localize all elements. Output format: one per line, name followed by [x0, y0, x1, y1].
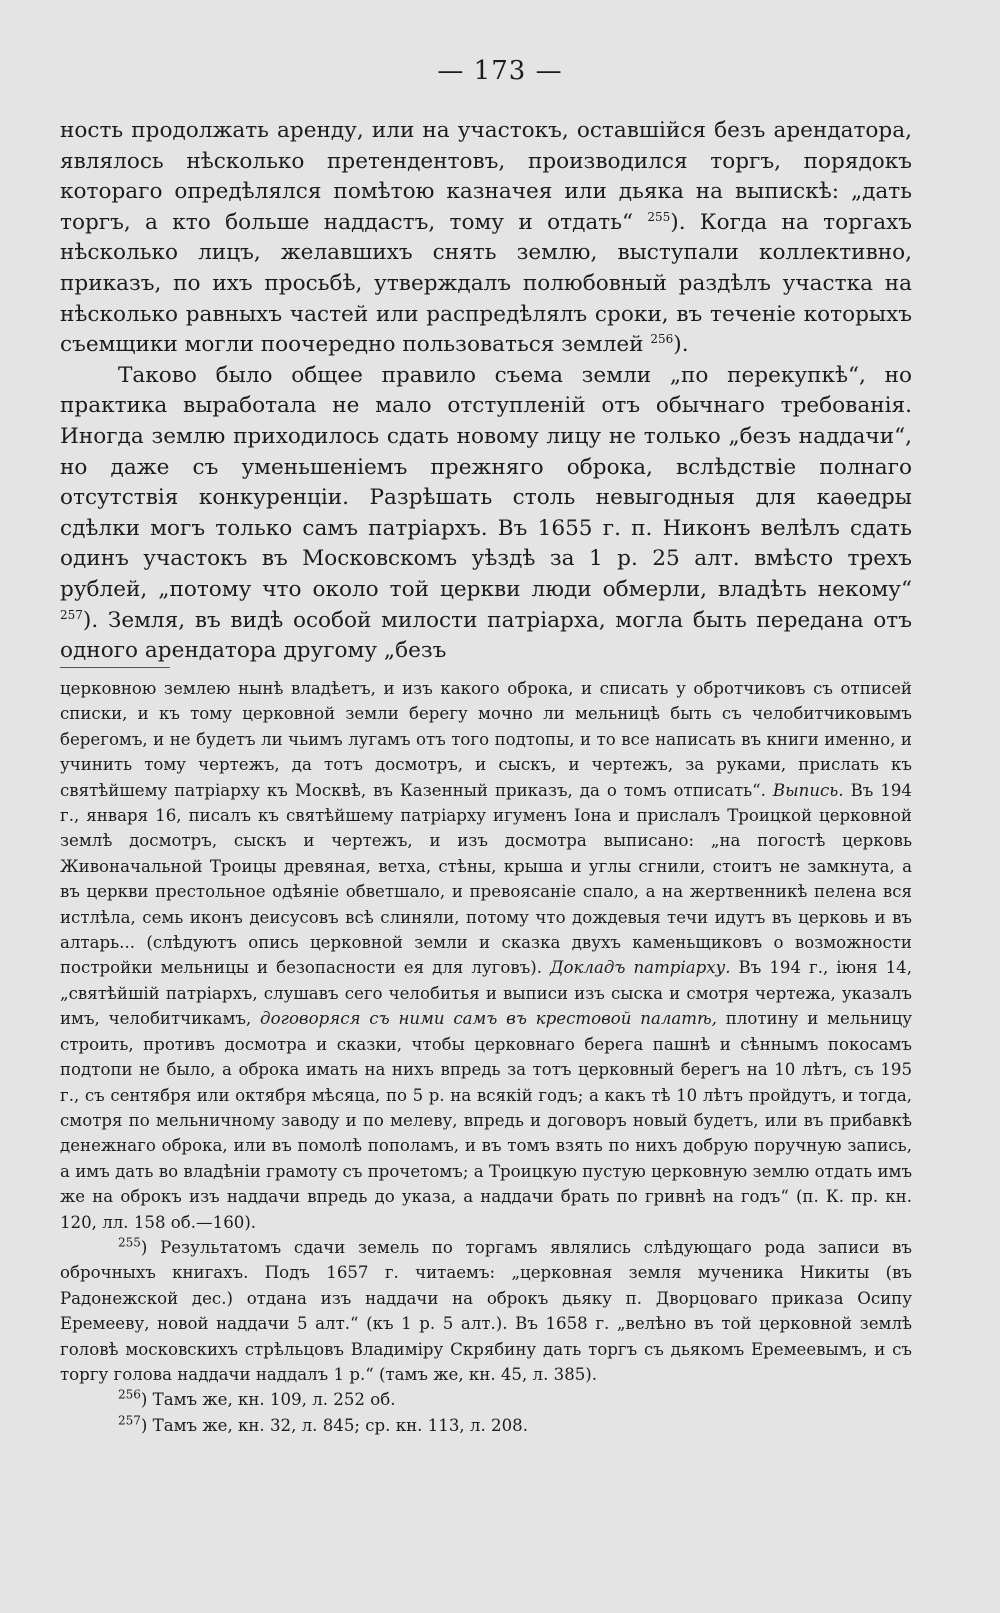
- footnote-continuation: [60, 676, 912, 1235]
- footnote-257-text: ) Тамъ же, кн. 32, л. 845; ср. кн. 113, л. 208.: [140, 1415, 528, 1435]
- paragraph-2-part-b: ). Земля, въ видѣ особой милости патріарха, могла быть передана отъ одного арендатора другому „безъ: [60, 607, 912, 664]
- footnotes: [60, 676, 912, 1438]
- paragraph-2-part-a: Таково было общее правило съема земли „по перекупкѣ“, но практика выработала не мало отступленій отъ обычнаго требованія. Иногда землю приходилось сдать новому лицу не только „безъ наддачи“, но даже съ уменьшеніемъ прежняго оброка, вслѣдствіе полнаго отсутствія конкуренціи. Разрѣшать столь невыгодныя для каѳедры сдѣлки могъ только самъ патріархъ. Въ 1655 г. п. Никонъ велѣлъ сдать одинъ участокъ въ Московскомъ уѣздѣ за 1 р. 25 алт. вмѣсто трехъ рублей, „потому что около той церкви люди обмерли, владѣть некому“: [60, 362, 912, 602]
- footnote-256-number: 256: [118, 1387, 141, 1402]
- note-cont-2: Въ 194 г., января 16, писалъ къ святѣйшему патріарху игуменъ Іона и прислалъ Троицкой церковной землѣ досмотръ, сыскъ и чертежъ, и изъ досмотра выписано: „на погостѣ церковь Живоначальной Троицы древяная, ветха, стѣны, крыша и углы сгнили, стоитъ не замкнута, а въ церкви престольное одѣяніе обветшало, и превоясаніе спало, а на жертвенникѣ пелена вся истлѣла, семь иконъ деисусовъ всѣ слиняли, потому что дождевыя течи идутъ въ церковь и въ алтарь... (слѣдуютъ опись церковной земли и сказка двухъ каменьщиковъ о возможности постройки мельницы и безопасности ея для луговъ).: [60, 780, 912, 978]
- note-cont-4: плотину и мельницу строить, противъ досмотра и сказки, чтобы церковнаго берега пашнѣ и сѣннымъ покосамъ подтопи не было, а оброка имать на нихъ впредь за тотъ церковный берегъ на 10 лѣтъ, съ 195 г., съ сентября или октября мѣсяца, по 5 р. на всякій годъ; а какъ тѣ 10 лѣтъ пройдутъ, и тогда, смотря по мельничному заводу и по мелеву, впредь и договоръ новый будетъ, или въ прибавкѣ денежнаго оброка, или въ помолѣ пополамъ, и въ томъ взять по нихъ добрую поручную запись, а имъ дать во владѣніи грамоту съ прочетомъ; а Троицкую пустую церковную землю отдать имъ же на оброкъ изъ наддачи впредь до указа, а наддачи брать по гривнѣ на годъ“ (п. К. пр. кн. 120, лл. 158 об.—160).: [60, 1009, 912, 1232]
- note-italic-dogovor: договоряся съ ними самъ въ крестовой палатѣ,: [260, 1009, 717, 1029]
- footnote-257-number: 257: [118, 1413, 141, 1428]
- page-number: — 173 —: [437, 56, 563, 86]
- footnote-257: [60, 1413, 912, 1438]
- footnote-divider: [60, 667, 170, 668]
- note-heading-vypis: Выпись.: [772, 780, 844, 800]
- footnote-256: [60, 1387, 912, 1412]
- note-cont-3: Въ 194 г., іюня 14, „святѣйшій патріархъ, слушавъ сего челобитья и выписи изъ сыска и смотря чертежа, указалъ имъ, челобитчикамъ,: [60, 958, 913, 1029]
- footnote-256-text: ) Тамъ же, кн. 109, л. 252 об.: [140, 1390, 396, 1410]
- paragraph-1: [60, 116, 912, 361]
- note-heading-doklad: Докладъ патріарху.: [550, 958, 731, 978]
- note-cont-1: церковною землею нынѣ владѣетъ, и изъ какого оброка, и списать у обротчиковъ съ отписей списки, и къ тому церковной земли берегу мочно ли мельницѣ быть съ челобитчиковымъ берегомъ, и не будетъ ли чьимъ лугамъ отъ того подтопы, и то все написать въ книги именно, и учинить тому чертежъ, да тотъ досмотръ, и сыскъ, и чертежъ, за руками, прислать къ святѣйшему патріарху къ Москвѣ, въ Казенный приказъ, да о томъ отписать“.: [60, 679, 912, 800]
- main-text: [60, 116, 912, 667]
- footnote-ref-256[interactable]: 256: [650, 331, 674, 346]
- footnote-255-text: ) Результатомъ сдачи земель по торгамъ являлись слѣдующаго рода записи въ оброчныхъ книгахъ. Подъ 1657 г. читаемъ: „церковная земля мученика Никиты (въ Радонежской дес.) отдана изъ наддачи на оброкъ дьяку п. Дворцоваго приказа Осипу Еремееву, новой наддачи 5 алт.“ (къ 1 р. 5 алт.). Въ 1658 г. „велѣно въ той церковной землѣ головѣ московскихъ стрѣльцовъ Владиміру Скрябину дать торгъ съ дьякомъ Еремеевымъ, и съ торгу голова наддачи наддалъ 1 р.“ (тамъ же, кн. 45, л. 385).: [60, 1237, 912, 1384]
- paragraph-2: [60, 361, 912, 667]
- paragraph-1-part-b: ). Когда на торгахъ нѣсколько лицъ, желавшихъ снять землю, выступали коллективно, приказъ, по ихъ просьбѣ, утверждалъ полюбовный раздѣлъ участка на нѣсколько равныхъ частей или распредѣлялъ сроки, въ теченіе которыхъ съемщики могли поочередно пользоваться землей: [60, 209, 912, 358]
- paragraph-1-part-c: ).: [673, 332, 689, 358]
- footnote-ref-257[interactable]: 257: [60, 607, 83, 622]
- paragraph-1-part-a: ность продолжать аренду, или на участокъ, оставшійся безъ арендатора, являлось нѣсколько претендентовъ, производился торгъ, порядокъ котораго опредѣлялся помѣтою казначея или дьяка на выпискѣ: „дать торгъ, а кто больше наддастъ, тому и отдать“: [60, 118, 912, 235]
- footnote-255-number: 255: [118, 1235, 141, 1250]
- footnote-255: [60, 1235, 912, 1387]
- footnote-ref-255[interactable]: 255: [647, 209, 671, 224]
